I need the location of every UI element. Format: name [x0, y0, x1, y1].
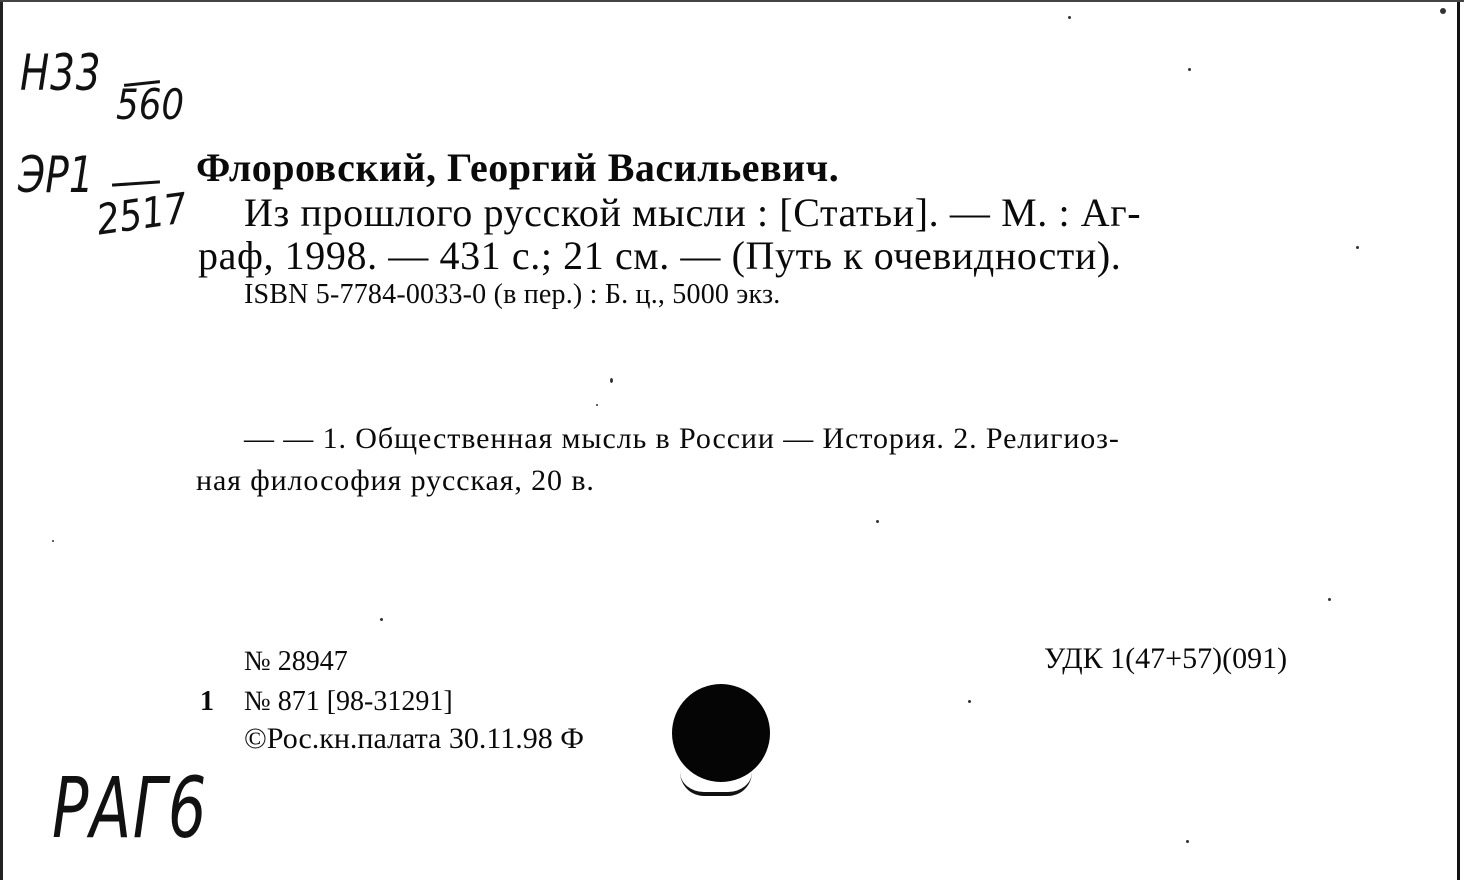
handwritten-call-number-1: Н33 [20, 44, 102, 102]
subjects-line-1: — — 1. Общественная мысль в России — История. 2. Религиоз- [244, 422, 1120, 455]
udk-classification: УДК 1(47+57)(091) [1044, 642, 1288, 675]
scan-speck [876, 520, 879, 523]
scan-speck [968, 700, 971, 703]
subjects-line-2: ная философия русская, 20 в. [196, 464, 595, 497]
scan-speck [1068, 16, 1071, 19]
author-heading: Флоровский, Георгий Васильевич. [196, 145, 840, 190]
scan-speck [1188, 68, 1191, 71]
title-line-2: раф, 1998. — 431 с.; 21 см. — (Путь к очевидности). [198, 233, 1122, 278]
scan-speck [380, 618, 383, 621]
card-right-edge [1457, 0, 1460, 880]
copyright-line: ©Рос.кн.палата 30.11.98 Ф [244, 722, 584, 755]
card-top-edge [0, 0, 1464, 2]
copy-count: 1 [200, 686, 214, 717]
isbn-line: ISBN 5-7784-0033-0 (в пер.) : Б. ц., 5000 экз. [244, 279, 781, 310]
card-number: № 871 [98-31291] [244, 686, 453, 717]
scan-speck [1440, 8, 1446, 14]
scan-speck [52, 540, 54, 542]
ink-stamp-smear [680, 772, 752, 796]
scan-speck [610, 378, 613, 383]
scan-speck [1186, 840, 1189, 843]
handwritten-shelf-mark: РАГ6 [52, 759, 208, 857]
scan-speck [596, 404, 598, 406]
title-line-1: Из прошлого русской мысли : [Статьи]. — М. : Аг- [244, 190, 1142, 235]
scan-speck [1328, 598, 1331, 601]
handwritten-call-number-2: ЭР1 [18, 146, 94, 204]
ink-stamp-blot [672, 684, 770, 782]
scan-speck [1356, 246, 1359, 249]
handwritten-call-number-2-sub: 2517 [93, 183, 191, 245]
handwritten-stroke [112, 180, 160, 186]
registration-number: № 28947 [244, 646, 348, 677]
card-left-edge [0, 0, 3, 880]
handwritten-call-number-1-sub: 560 [116, 80, 185, 129]
